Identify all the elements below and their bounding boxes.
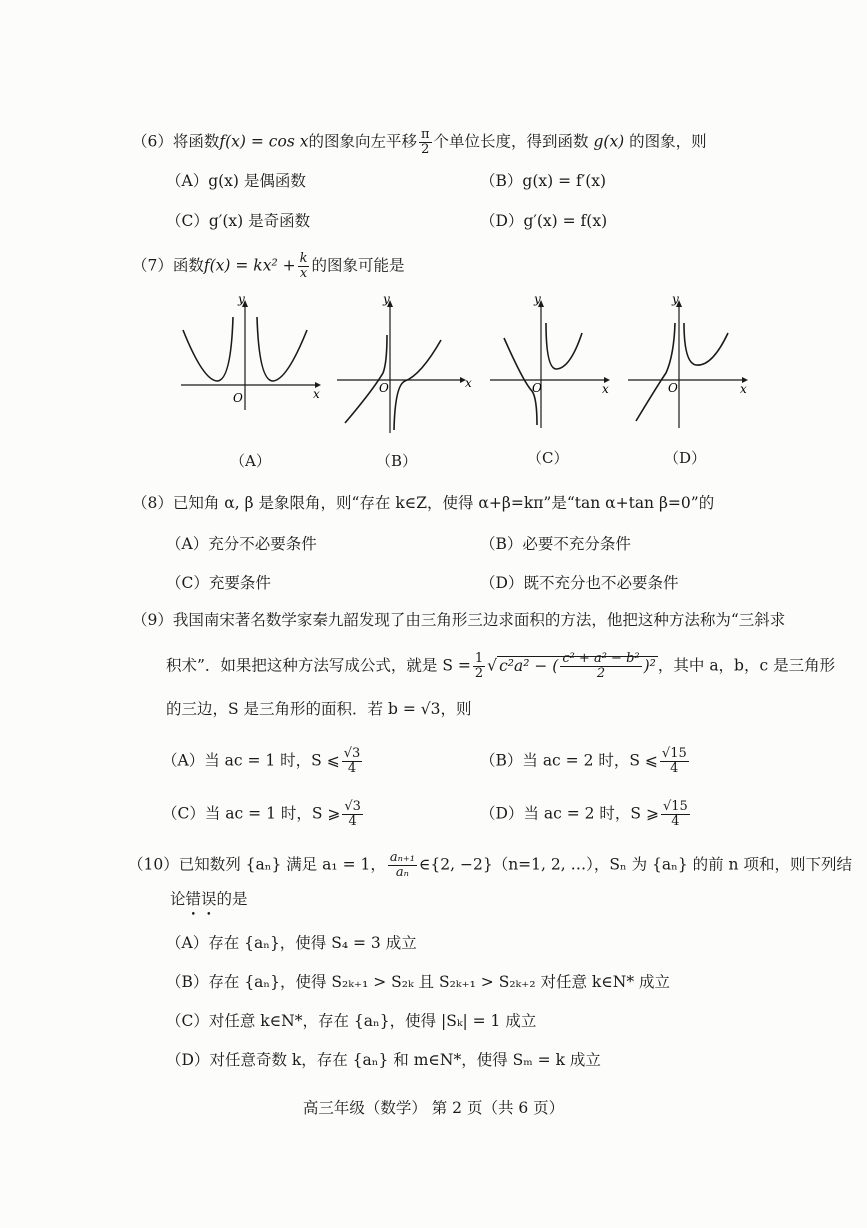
option-b[interactable] [480, 533, 631, 555]
question-number: （10） [128, 855, 179, 874]
option-key: （D） [480, 212, 524, 230]
option-key: （B） [480, 751, 523, 770]
option-text: 当 ac = 1 时，S ⩽ [204, 751, 340, 770]
fraction-numerator: aₙ₊₁ [389, 850, 415, 865]
option-a[interactable] [166, 932, 417, 954]
option-key: （A） [166, 535, 209, 553]
question-text: 积术”．如果把这种方法写成公式，就是 S = [166, 656, 471, 675]
fraction-numerator: k [299, 251, 308, 266]
y-label: y [672, 293, 679, 306]
question-number: （9） [132, 611, 173, 629]
question-text: 已知角 α, β 是象限角，则“存在 k∈Z，使得 α+β=kπ”是“tan α+tan β=0”的 [172, 494, 715, 512]
y-label: y [383, 295, 390, 306]
option-key: （A） [166, 172, 209, 190]
option-c[interactable] [166, 210, 310, 232]
origin-label: O [233, 391, 243, 405]
option-text: 存在 {aₙ}，使得 S₂ₖ₊₁ > S₂ₖ 且 S₂ₖ₊₁ > S₂ₖ₊₂ 对任意 k∈N* 成立 [208, 973, 671, 991]
x-label: x [313, 387, 320, 401]
fraction-numerator: √3 [343, 746, 361, 761]
fraction-denominator: 2 [596, 666, 606, 681]
option-a[interactable] [166, 170, 306, 192]
option-key: （C） [166, 574, 209, 592]
option-text: 对任意 k∈N*，存在 {aₙ}，使得 |Sₖ| = 1 成立 [208, 1012, 537, 1030]
option-key: （D） [480, 804, 524, 823]
curve-right [257, 317, 307, 381]
emphasis-char: 误 [201, 890, 217, 908]
graph-b[interactable] [333, 295, 478, 435]
fraction-denominator: 4 [347, 761, 357, 776]
question-text: 的图象，则 [629, 132, 707, 151]
graph-c-label: （C） [527, 449, 569, 467]
x-label: x [465, 376, 472, 390]
question-text: 的三边，S 是三角形的面积．若 b = √3，则 [166, 700, 472, 718]
option-d[interactable] [480, 572, 678, 594]
option-key: （C） [166, 1012, 209, 1030]
graph-c[interactable] [486, 293, 616, 433]
option-c[interactable] [166, 1010, 536, 1032]
y-label: y [534, 293, 541, 306]
fraction-numerator: 1 [474, 651, 484, 666]
ratio-fraction [388, 851, 417, 880]
option-text: 充要条件 [208, 574, 271, 592]
option-text: g′(x) = f(x) [523, 212, 608, 230]
fraction-denominator: 4 [671, 814, 680, 829]
option-a[interactable] [166, 533, 317, 555]
curve-left [345, 335, 387, 423]
option-key: （C） [166, 212, 209, 230]
option-text: 当 ac = 2 时，S ⩾ [523, 804, 659, 823]
k-over-x [298, 252, 310, 281]
origin-label: O [532, 381, 542, 395]
option-fraction [661, 800, 690, 829]
question-text: 论 [170, 890, 186, 908]
question-9-formula-line [166, 652, 835, 681]
option-key: （C） [162, 804, 205, 823]
option-key: （A） [166, 934, 209, 952]
graph-d-label: （D） [664, 449, 707, 467]
emphasis-char: 错 [185, 890, 202, 908]
option-key: （B） [480, 535, 523, 553]
option-text: 当 ac = 2 时，S ⩽ [522, 751, 658, 770]
question-number: （8） [132, 494, 173, 512]
graph-d[interactable] [624, 293, 754, 433]
option-text: 存在 {aₙ}，使得 S₄ = 3 成立 [208, 934, 417, 952]
fraction-numerator: √15 [661, 746, 687, 761]
option-text: 既不充分也不必要条件 [523, 574, 679, 592]
option-b[interactable] [480, 747, 691, 776]
curve-right [394, 340, 441, 430]
option-b[interactable] [480, 170, 606, 192]
x-label: x [740, 382, 747, 396]
radicand [497, 651, 658, 681]
origin-label: O [379, 381, 389, 395]
option-a[interactable] [162, 747, 364, 776]
option-key: （B） [480, 172, 523, 190]
question-text: 个单位长度，得到函数 [433, 132, 589, 151]
half-fraction [473, 652, 485, 681]
origin-label: O [668, 381, 678, 395]
inner-fraction [560, 652, 641, 681]
x-label: x [602, 382, 609, 396]
fraction-denominator: x [299, 266, 308, 281]
page-footer: 高三年级（数学） 第 2 页（共 6 页） [302, 1099, 565, 1117]
fraction-denominator: 2 [421, 142, 430, 157]
option-b[interactable] [166, 971, 670, 993]
function-f: f(x) = kx² + [203, 256, 296, 275]
option-fraction [342, 747, 363, 776]
option-fraction [342, 800, 363, 829]
radicand-pre: c²a² − ( [499, 656, 559, 675]
option-key: （D） [480, 574, 524, 592]
question-9 [132, 609, 785, 631]
question-text: 的图象可能是 [311, 256, 405, 275]
function-f: f(x) = cos x [219, 132, 309, 151]
curve-left [183, 317, 233, 381]
option-text: 充分不必要条件 [208, 535, 317, 553]
fraction-numerator: π [420, 127, 430, 142]
question-text: ∈{2, −2}（n=1, 2, …），Sₙ 为 {aₙ} 的前 n 项和，则下列结 [418, 855, 852, 874]
option-text: 当 ac = 1 时，S ⩾ [204, 804, 341, 823]
option-d[interactable] [166, 1049, 601, 1071]
question-10-line2 [170, 888, 248, 910]
option-c[interactable] [166, 572, 271, 594]
graph-b-label: （B） [376, 452, 418, 470]
option-key: （D） [166, 1051, 210, 1069]
option-d[interactable] [480, 800, 692, 829]
fraction-denominator: 4 [348, 814, 357, 829]
option-key: （B） [166, 973, 209, 991]
graph-a-label: （A） [230, 452, 271, 470]
option-fraction [660, 747, 689, 776]
question-9-line3 [166, 698, 471, 720]
shift-fraction [419, 128, 432, 157]
fraction-numerator: c² + a² − b² [562, 651, 640, 666]
question-text: 将函数 [172, 132, 220, 151]
question-text: 已知数列 {aₙ} 满足 a₁ = 1， [178, 855, 386, 874]
function-g: g(x) [593, 132, 625, 151]
curve-right [684, 323, 728, 365]
question-text: 的图象向左平移 [308, 132, 417, 151]
question-text: 函数 [172, 256, 204, 275]
y-label: y [238, 295, 245, 306]
question-text: 的是 [216, 890, 248, 908]
option-text: 对任意奇数 k，存在 {aₙ} 和 m∈N*，使得 Sₘ = k 成立 [209, 1051, 601, 1069]
option-text: g′(x) 是奇函数 [208, 212, 311, 230]
option-key: （A） [162, 751, 205, 770]
fraction-denominator: 2 [474, 666, 484, 681]
option-text: 必要不充分条件 [522, 535, 631, 553]
sqrt-sign: √ [487, 656, 498, 675]
question-text: 我国南宋著名数学家秦九韶发现了由三角形三边求面积的方法，他把这种方法称为“三斜求 [172, 611, 786, 629]
question-number: （6） [132, 132, 173, 151]
question-number: （7） [132, 256, 173, 275]
graph-a[interactable] [175, 295, 325, 415]
option-d[interactable] [480, 210, 607, 232]
question-6 [132, 128, 707, 157]
question-8 [132, 492, 714, 514]
question-7 [132, 252, 404, 281]
curve-right [546, 323, 582, 369]
option-text: g(x) = f′(x) [522, 172, 607, 190]
fraction-numerator: √3 [344, 799, 361, 814]
fraction-denominator: aₙ [395, 865, 409, 880]
option-c[interactable] [162, 800, 365, 829]
question-text: ，其中 a，b，c 是三角形 [657, 656, 836, 675]
radicand-post: )² [643, 656, 656, 675]
question-10 [128, 851, 852, 880]
option-text: g(x) 是偶函数 [208, 172, 306, 190]
curve-left [636, 323, 675, 421]
fraction-denominator: 4 [670, 761, 679, 776]
fraction-numerator: √15 [662, 799, 688, 814]
